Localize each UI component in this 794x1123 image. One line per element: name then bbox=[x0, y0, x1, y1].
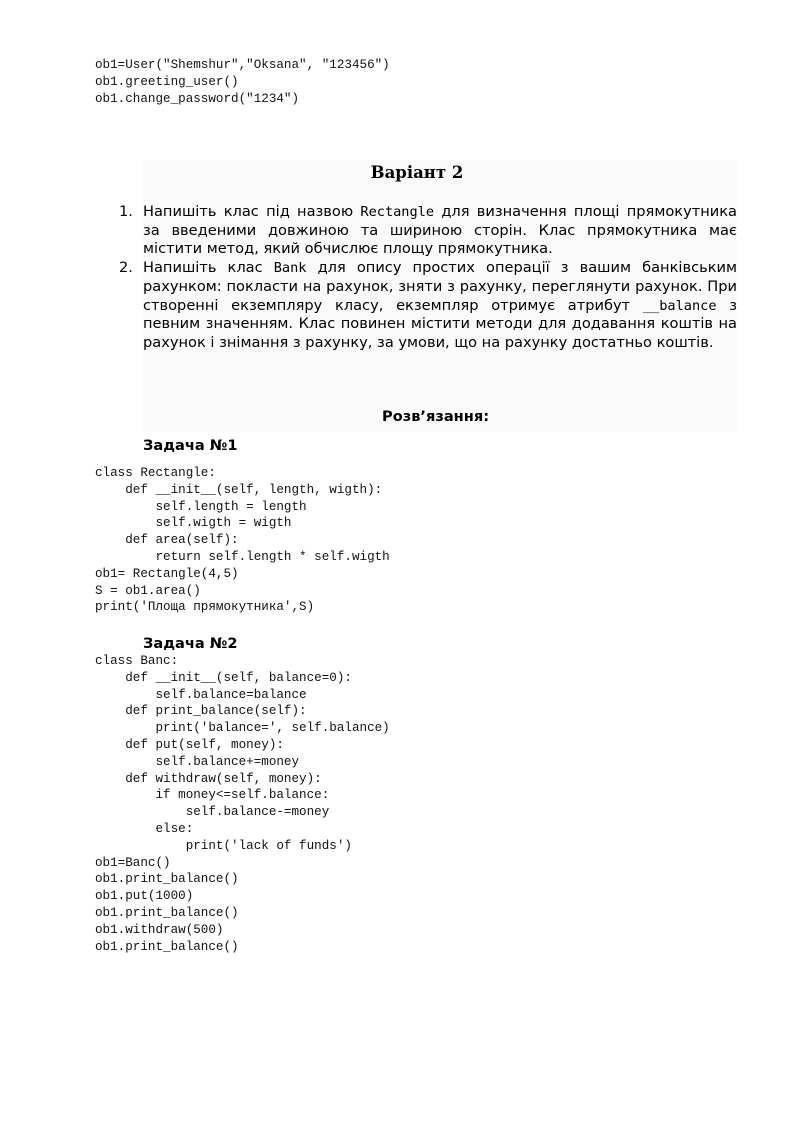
code-line: S = ob1.area() bbox=[95, 583, 201, 598]
task-item-2: 2. Напишіть клас Bank для опису простих операції з вашим банківським рахунком: покласти на рахунок, зняти з рахунку, переглянути рахунок. При створенні екземпляру класу, екземпляр отримує атрибут __balance з певним значенням. Клас повинен містити методи для додавання коштів на рахунок і знімання з рахунку, за умови, що на рахунку достатньо коштів. bbox=[119, 259, 737, 351]
code-line: ob1.put(1000) bbox=[95, 889, 194, 904]
code-line: self.wigth = wigth bbox=[95, 516, 292, 531]
code-line: ob1.print_balance() bbox=[95, 905, 239, 920]
code-line: ob1= Rectangle(4,5) bbox=[95, 566, 239, 581]
code-line: print('Площа прямокутника',S) bbox=[95, 600, 315, 615]
code-line: def __init__(self, length, wigth): bbox=[95, 482, 383, 497]
code-line: def put(self, money): bbox=[95, 737, 284, 752]
code-line: def withdraw(self, money): bbox=[95, 771, 322, 786]
task2-code-block bbox=[95, 653, 390, 955]
code-line: ob1.change_password("1234") bbox=[95, 91, 300, 106]
code-line: else: bbox=[95, 821, 194, 836]
code-line: class Rectangle: bbox=[95, 466, 216, 480]
code-line: def __init__(self, balance=0): bbox=[95, 670, 352, 685]
inline-code: Rectangle bbox=[360, 204, 435, 220]
code-line: self.balance-=money bbox=[95, 805, 330, 820]
code-line: print('lack of funds') bbox=[95, 838, 352, 853]
task2-heading: Задача №2 bbox=[143, 635, 238, 652]
code-line: self.length = length bbox=[95, 499, 307, 514]
code-line: self.balance+=money bbox=[95, 754, 300, 769]
code-line: print('balance=', self.balance) bbox=[95, 721, 390, 736]
task-number: 1. bbox=[119, 203, 133, 220]
code-line: return self.length * self.wigth bbox=[95, 549, 390, 564]
inline-code: Bank bbox=[273, 260, 307, 277]
task1-heading: Задача №1 bbox=[143, 437, 238, 454]
code-line: ob1.greeting_user() bbox=[95, 74, 239, 89]
code-line: class Banc: bbox=[95, 654, 179, 668]
top-code-block bbox=[95, 57, 390, 107]
code-line: if money<=self.balance: bbox=[95, 788, 330, 803]
code-line: self.balance=balance bbox=[95, 687, 307, 702]
inline-code: __balance bbox=[642, 297, 717, 314]
task-list bbox=[119, 203, 737, 353]
code-line: ob1=User("Shemshur","Oksana", "123456") bbox=[95, 58, 390, 72]
task-item-1: 1. Напишіть клас під назвою Rectangle для визначення площі прямокутника за введеними довжиною та шириною сторін. Клас прямокутника має містити метод, який обчислює площу прямокутника. bbox=[119, 203, 737, 258]
code-line: ob1=Banc() bbox=[95, 855, 171, 870]
solution-title: Розв’язання: bbox=[382, 408, 490, 425]
task-number: 2. bbox=[119, 259, 133, 277]
variant-title: Варіант 2 bbox=[370, 163, 464, 182]
task1-code-block bbox=[95, 465, 390, 616]
code-line: ob1.print_balance() bbox=[95, 872, 239, 887]
code-line: ob1.withdraw(500) bbox=[95, 922, 224, 937]
code-line: ob1.print_balance() bbox=[95, 939, 239, 954]
code-line: def area(self): bbox=[95, 533, 239, 548]
code-line: def print_balance(self): bbox=[95, 704, 307, 719]
